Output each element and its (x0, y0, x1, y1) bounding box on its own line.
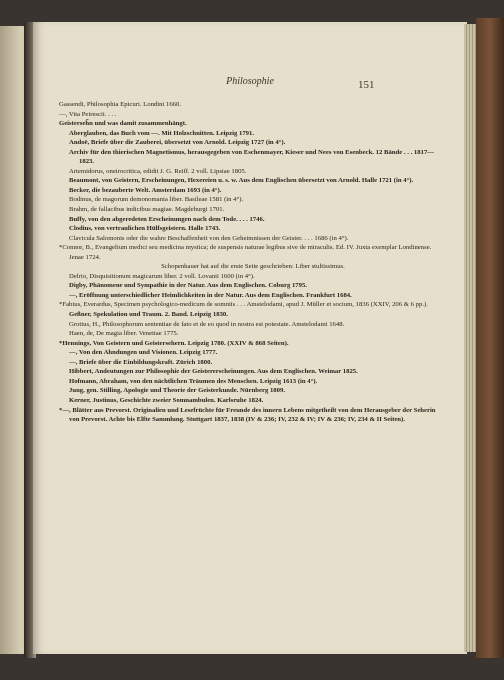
page-block-edge (464, 24, 476, 652)
bibliography-entry: Artemidorus, oneirocritica, edidit J. G. Reiff. 2 voll. Lipsiae 1805. (69, 167, 247, 175)
section-heading: Geisterseh̃n und was damit zusammenhängt. (59, 120, 187, 128)
bibliography-entry: —, Von den Ahndungen und Visionen. Leipzig 1777. (69, 349, 218, 357)
bibliography-entry: *Hennings, Von Geistern und Geistersehern. Leipzig 1780. (XXIV & 868 Seiten). (59, 339, 289, 347)
bibliography-entry: Kerner, Justinus, Geschichte zweier Somnambulen. Karlsruhe 1824. (69, 396, 264, 404)
bibliography-entry: Becker, die bezauberte Welt. Amsterdam 1693 (in 4°). (69, 186, 222, 194)
bibliography-entry: Delrio, Disquisitionum magicarum liber. 2 voll. Lovanii 1600 (in 4°). (69, 272, 255, 280)
bibliography-entry: *Connor, B., Evangelium medici seu medicina mystica; de suspensis naturae legibus sive de miraculis. Ed. IV. Juxta exemplar Londinense. Jenae 1724. (59, 244, 432, 261)
bibliography-entry: Hibbert, Andeutungen zur Philosophie der Geistererscheinungen. Aus dem Englischen. Weimar 1825. (69, 368, 358, 376)
bibliography-entry: Aberglauben, das Buch vom —. Mit Holzschnitten. Leipzig 1791. (69, 129, 255, 137)
bibliography-entry: Grotius, H., Philosophorum sententiae de fato et de eo quod in nostra est potestate. Amstelodami 1648. (69, 320, 345, 328)
bibliography-entry: Beaumont, von Geistern, Erscheinungen, Hexereien u. s. w. Aus dem Englischen übersetzt von Arnold. Halle 1721 (in 4°). (69, 177, 414, 185)
bibliography-entry: —, Vita Peirescii. . . . (59, 110, 117, 118)
bibliography-entry: Schopenhauer hat auf die erste Seite geschrieben: Liber stultissimus. (161, 263, 345, 271)
bibliography-entry: Jung, gen. Stilling, Apologie und Theorie der Geisterkunde. Nürnberg 1809. (69, 387, 286, 395)
bibliography-entry: Buffy, von den abgeredeten Erscheinungen nach dem Tode. . . . 1746. (69, 215, 265, 223)
bibliography-entry: Bodinus, de magorum demonomania liber. Basileae 1581 (in 4°). (69, 196, 244, 204)
bibliography-entry: Clodius, von vertraulichen Hülfsgeistern. Halle 1743. (69, 225, 221, 233)
book-cover-edge (476, 18, 504, 658)
bibliography-entry: *Fabius, Everardus, Specimen psychologico-medicum de somniis . . . Amstelodami, apud J. Müller et socium, 1836 (XXIV, 206 & 6 pp.). (59, 301, 428, 309)
bibliography-entry: Digby, Phänomene und Sympathie in der Natur. Aus dem Englischen. Coburg 1795. (69, 282, 308, 290)
page-number: 151 (358, 79, 375, 91)
book-page (33, 22, 467, 654)
bibliography-entry: Clavicula Salomonis oder die wahre Beschaffenheit von den Geheimnissen der Geister. . . . 1686 (in 4°). (69, 234, 349, 242)
bibliography-entry: Archiv für den thierischen Magnetismus, herausgegeben von Eschenmayer, Kieser und Nees von Esenbeck. 12 Bände . . . 1817—1823. (69, 148, 434, 166)
bibliography-entry: Gassendi, Philosophia Epicuri. Londini 1660. (59, 101, 182, 108)
bibliography-entry: Brahm, de fallacibus indicibus magiae. Magdeburgi 1701. (69, 206, 225, 214)
bibliography-entry: Andoë, Briefe über die Zauberei, übersetzt von Arnold. Leipzig 1727 (in 4°). (69, 139, 286, 147)
bibliography-entry: Hofmann, Abraham, von den nächtlichen Träumen des Menschen. Leipzig 1613 (in 4°). (69, 377, 318, 385)
bibliography-entry: —, Briefe über die Einbildungskraft. Zürich 1800. (69, 358, 213, 366)
bibliography-entry: —, Eröffnung unterschiedlicher Heimlichkeiten in der Natur. Aus dem Englischen. Frankfurt 1684. (69, 291, 352, 299)
running-header: Philosophie (226, 76, 274, 87)
bibliography-list (59, 100, 447, 425)
bibliography-entry: Geßner, Spekulation und Traum. 2. Band. Leipzig 1830. (69, 311, 228, 319)
bibliography-entry: Haen, de, De magia liber. Venetiae 1775. (69, 330, 179, 338)
bibliography-entry: *—, Blätter aus Prevorst. Originalien und Lesefrüchte für Freunde des innern Lebens mitgetheilt von dem Herausgeber der Seherin von Prevorst. Achte bis Elfte Sammlung. Stuttgart 1837, 1838 (IV & 236; IV, 232 & IV; IV & 236; IV, 234 & II Seiten). (59, 406, 436, 424)
